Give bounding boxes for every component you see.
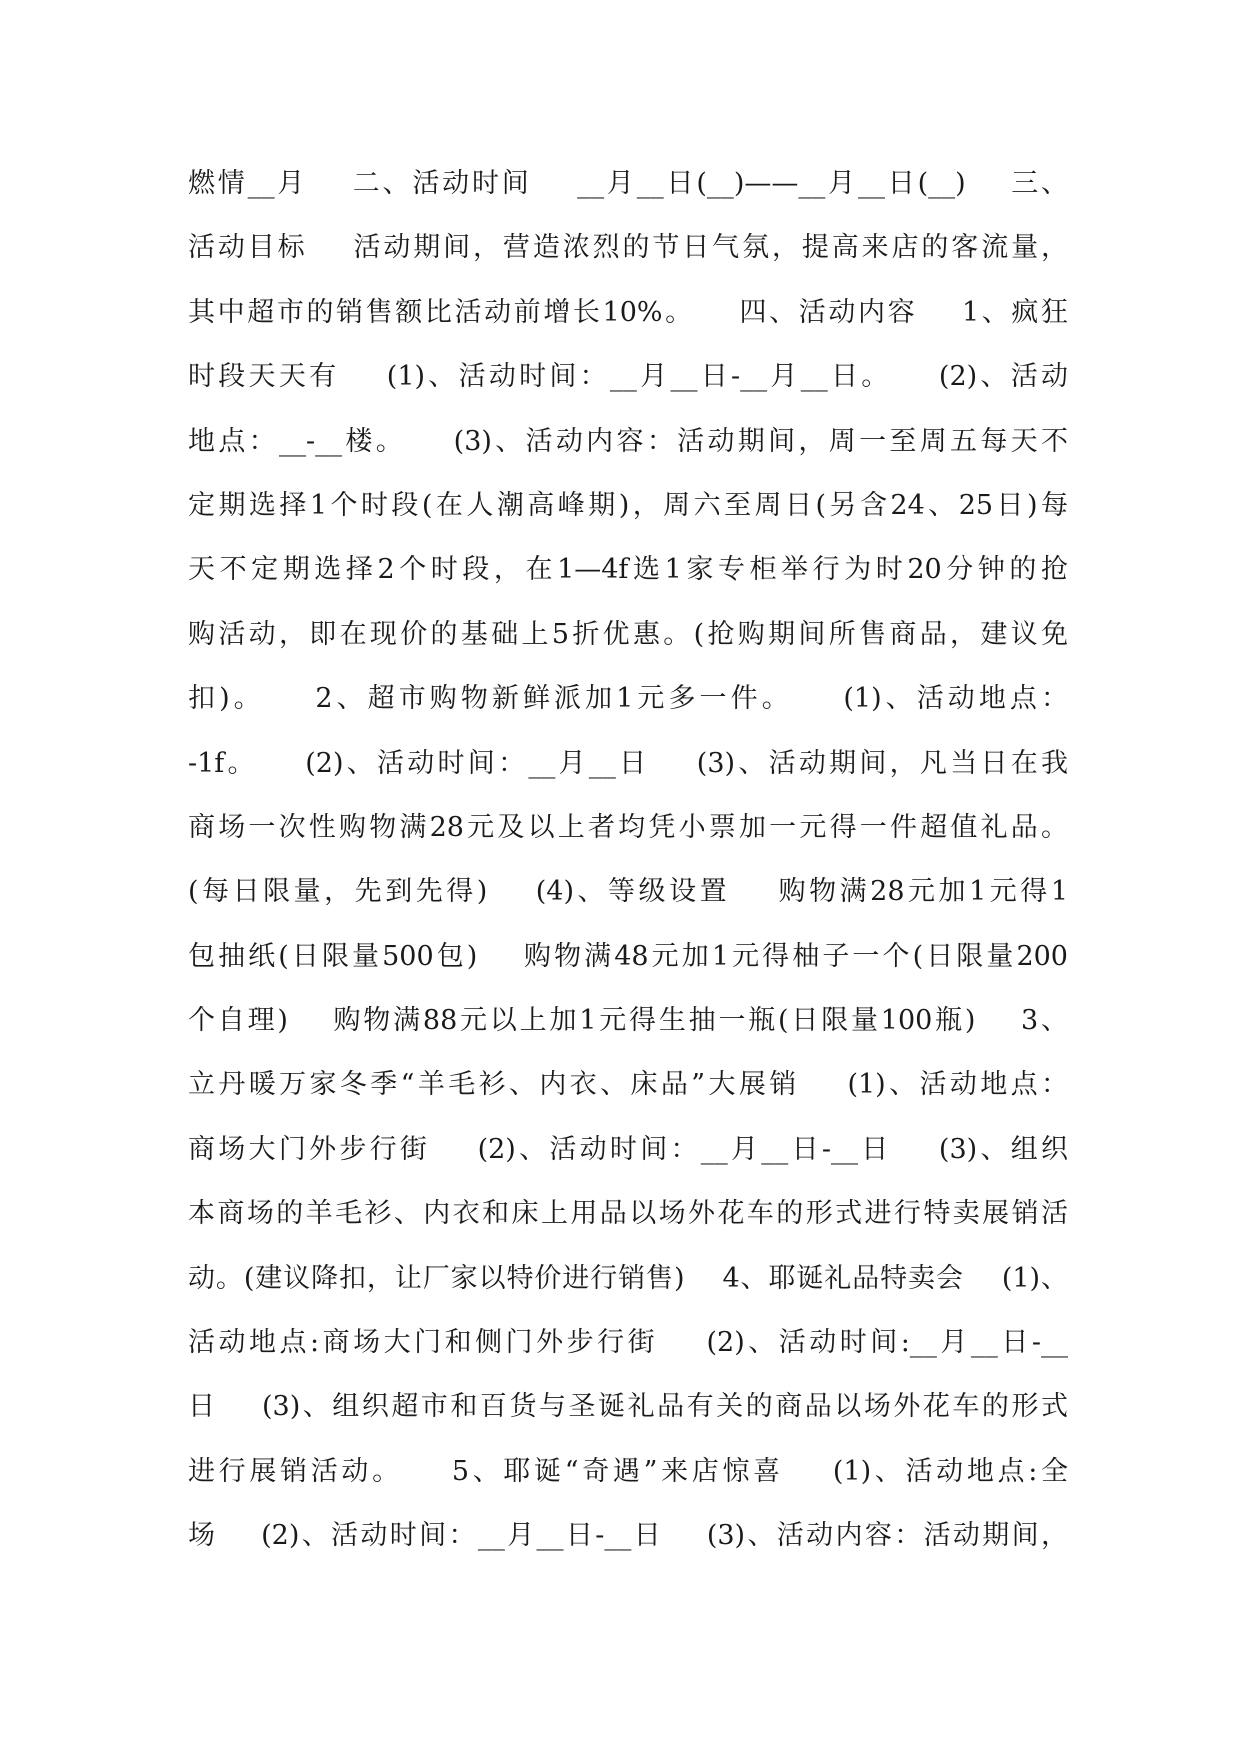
text-line: 商场一次性购物满28元及以上者均凭小票加一元得一件超值礼品。 [188, 811, 1068, 843]
text-line: 立丹暖万家冬季“羊毛衫、内衣、床品”大展销 (1)、活动地点： [188, 1069, 1068, 1101]
text-line: 进行展销活动。 5、耶诞“奇遇”来店惊喜 (1)、活动地点:全 [188, 1455, 1068, 1487]
text-line: 时段天天有 (1)、活动时间：__月__日-__月__日。 (2)、活动 [188, 361, 1068, 393]
text-line: 包抽纸(日限量500包) 购物满48元加1元得柚子一个(日限量200 [188, 940, 1068, 972]
text-line: 日 (3)、组织超市和百货与圣诞礼品有关的商品以场外花车的形式 [188, 1391, 1068, 1423]
text-line: 本商场的羊毛衫、内衣和床上用品以场外花车的形式进行特卖展销活 [188, 1198, 1068, 1230]
text-line: 定期选择1个时段(在人潮高峰期)，周六至周日(另含24、25日)每 [188, 489, 1068, 521]
text-line: 其中超市的销售额比活动前增长10%。 四、活动内容 1、疯狂 [188, 296, 1068, 328]
text-line: (每日限量，先到先得) (4)、等级设置 购物满28元加1元得1 [188, 876, 1068, 908]
text-line: 地点：__-__楼。 (3)、活动内容：活动期间，周一至周五每天不 [188, 425, 1068, 457]
text-line: 活动地点:商场大门和侧门外步行街 (2)、活动时间:__月__日-__ [188, 1327, 1068, 1359]
text-line: 扣)。 2、超市购物新鲜派加1元多一件。 (1)、活动地点： [188, 683, 1068, 715]
document-body [188, 152, 1068, 1569]
text-line: 个自理) 购物满88元以上加1元得生抽一瓶(日限量100瓶) 3、 [188, 1005, 1068, 1037]
text-line: 商场大门外步行街 (2)、活动时间：__月__日-__日 (3)、组织 [188, 1133, 1068, 1165]
text-line: -1f。 (2)、活动时间：__月__日 (3)、活动期间，凡当日在我 [188, 747, 1068, 779]
text-line: 天不定期选择2个时段，在1—4f选1家专柜举行为时20分钟的抢 [188, 554, 1068, 586]
text-line: 购活动，即在现价的基础上5折优惠。(抢购期间所售商品，建议免 [188, 618, 1068, 650]
text-line: 燃情__月 二、活动时间 __月__日(__)——__月__日(__) 三、 [188, 168, 1068, 199]
text-line: 场 (2)、活动时间：__月__日-__日 (3)、活动内容：活动期间， [188, 1520, 1068, 1552]
text-line: 活动目标 活动期间，营造浓烈的节日气氛，提高来店的客流量， [188, 232, 1068, 264]
text-line: 动。(建议降扣，让厂家以特价进行销售) 4、耶诞礼品特卖会 (1)、 [188, 1262, 1068, 1294]
